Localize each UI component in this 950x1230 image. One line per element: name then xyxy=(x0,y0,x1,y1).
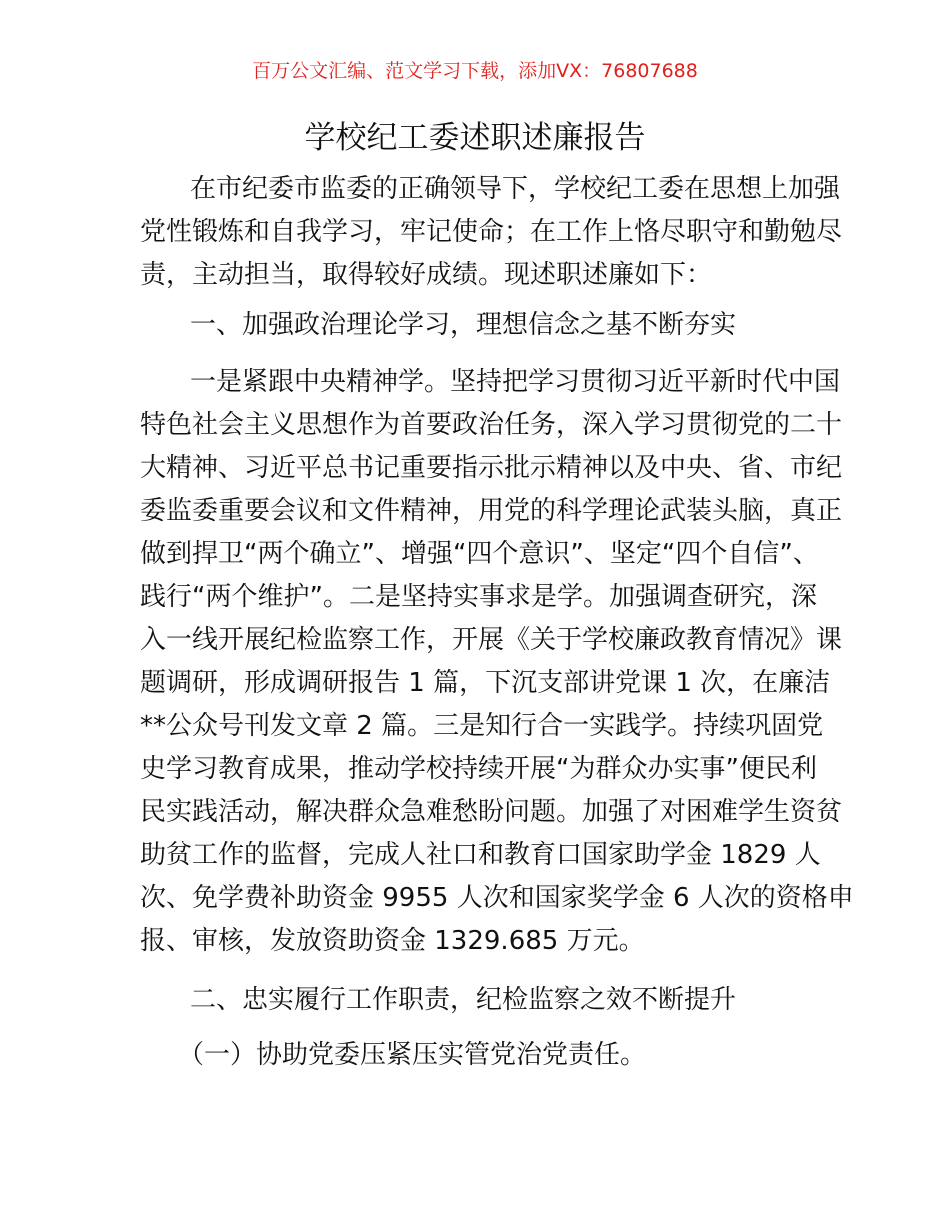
text-line: 特色社会主义思想作为首要政治任务，深入学习贯彻党的二十 xyxy=(140,410,843,440)
section-heading-1 xyxy=(140,304,812,347)
section-heading-2 xyxy=(140,979,812,1022)
text-line: 入一线开展纪检监察工作，开展《关于学校廉政教育情况》课 xyxy=(140,625,843,655)
text-line: 题调研，形成调研报告 1 篇，下沉支部讲党课 1 次，在廉洁 xyxy=(140,668,831,698)
subheading-text: （一）协助党委压紧压实管党治党责任。 xyxy=(178,1040,647,1070)
text-line: 责，主动担当，取得较好成绩。现述职述廉如下： xyxy=(140,260,713,290)
heading-text: 二、忠实履行工作职责，纪检监察之效不断提升 xyxy=(190,985,737,1015)
heading-text: 一、加强政治理论学习，理想信念之基不断夯实 xyxy=(190,310,737,340)
text-line: 一是紧跟中央精神学。坚持把学习贯彻习近平新时代中国 xyxy=(190,367,841,397)
text-line: 党性锻炼和自我学习，牢记使命；在工作上恪尽职守和勤勉尽 xyxy=(140,217,843,247)
text-line: 在市纪委市监委的正确领导下，学校纪工委在思想上加强 xyxy=(190,174,841,204)
text-line: **公众号刊发文章 2 篇。三是知行合一实践学。持续巩固党 xyxy=(140,711,824,741)
text-line: 史学习教育成果，推动学校持续开展“为群众办实事”便民利 xyxy=(140,754,817,784)
text-line: 助贫工作的监督，完成人社口和教育口国家助学金 1829 人 xyxy=(140,840,821,870)
subheading-1 xyxy=(178,1034,812,1077)
text-line: 报、审核，发放资助资金 1329.685 万元。 xyxy=(140,926,645,956)
text-line: 委监委重要会议和文件精神，用党的科学理论武装头脑，真正 xyxy=(140,496,843,526)
text-line: 民实践活动，解决群众急难愁盼问题。加强了对困难学生资贫 xyxy=(140,797,843,827)
document-title: 学校纪工委述职述廉报告 xyxy=(304,120,646,156)
text-line: 大精神、习近平总书记重要指示批示精神以及中央、省、市纪 xyxy=(140,453,843,483)
text-line: 做到捍卫“两个确立”、增强“四个意识”、坚定“四个自信”、 xyxy=(140,539,819,569)
text-line: 次、免学费补助资金 9955 人次和国家奖学金 6 人次的资格申 xyxy=(140,883,854,913)
watermark-banner: 百万公文汇编、范文学习下载，添加VX：76807688 xyxy=(252,60,698,82)
intro-paragraph xyxy=(140,168,843,297)
text-line: 践行“两个维护”。二是坚持实事求是学。加强调查研究，深 xyxy=(140,582,817,612)
section-1-paragraph xyxy=(140,361,854,963)
